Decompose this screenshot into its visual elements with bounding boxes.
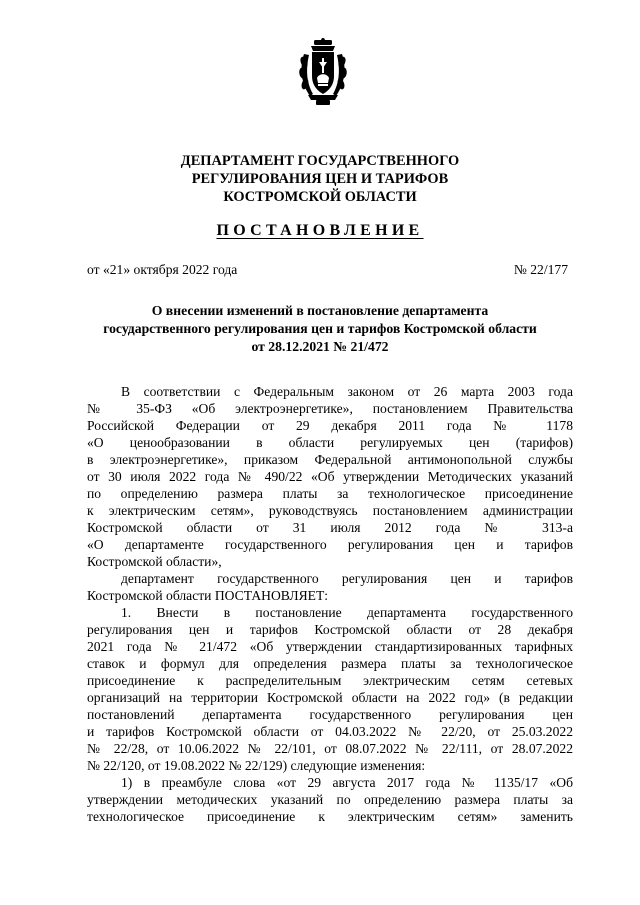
body-line: в электроэнергетике», приказом Федеральной антимонопольной службы bbox=[87, 452, 573, 467]
body-line: № 22/28, от 10.06.2022 № 22/101, от 08.07.2022 № 22/111, от 28.07.2022 bbox=[87, 741, 573, 756]
department-name-line-2: РЕГУЛИРОВАНИЯ ЦЕН И ТАРИФОВ bbox=[191, 171, 449, 187]
body-line: присоединение к распределительным электрическим сетям сетевых bbox=[87, 673, 573, 688]
document-number: № 22/177 bbox=[513, 262, 568, 277]
body-line: Костромской области ПОСТАНОВЛЯЕТ: bbox=[87, 588, 329, 603]
body-line: Российской Федерации от 29 декабря 2011 года № 1178 bbox=[87, 418, 573, 433]
body-line: 1) в преамбуле слова «от 29 августа 2017 года № 1135/17 «Об bbox=[121, 775, 573, 790]
department-name-line-1: ДЕПАРТАМЕНТ ГОСУДАРСТВЕННОГО bbox=[180, 153, 460, 169]
body-line: № 22/120, от 19.08.2022 № 22/129) следующие изменения: bbox=[87, 758, 426, 773]
body-line: В соответствии с Федеральным законом от 26 марта 2003 года bbox=[121, 384, 573, 399]
department-name-line-3: КОСТРОМСКОЙ ОБЛАСТИ bbox=[223, 189, 417, 205]
body-line: 2021 года № 21/472 «Об утверждении стандартизированных тарифных bbox=[87, 639, 573, 654]
document-title-line-2: государственного регулирования цен и тарифов Костромской области bbox=[103, 321, 537, 336]
body-line: утверждении методических указаний по определению размера платы за bbox=[87, 792, 573, 807]
body-line: регулирования цен и тарифов Костромской области от 28 декабря bbox=[87, 622, 573, 637]
act-type-heading bbox=[0, 222, 640, 240]
body-line: Костромской области от 31 июля 2012 года № 313-а bbox=[87, 520, 573, 535]
body-line: от 30 июля 2022 года № 490/22 «Об утверждении Методических указаний bbox=[87, 469, 573, 484]
body-line: к электрическим сетям», руководствуясь постановлением администрации bbox=[87, 503, 573, 518]
body-line: постановлений департамента государственного регулирования цен bbox=[87, 707, 573, 722]
body-line: технологическое присоединение к электрическим сетям» заменить bbox=[87, 809, 573, 824]
document-date: от «21» октября 2022 года bbox=[87, 262, 238, 277]
body-line: Костромской области», bbox=[87, 554, 222, 569]
body-line: по определению размера платы за технологическое присоединение bbox=[87, 486, 573, 501]
body-line: «О департаменте государственного регулирования цен и тарифов bbox=[87, 537, 573, 552]
body-line: организаций на территории Костромской области на 2022 год» (в редакции bbox=[87, 690, 573, 705]
body-line: и тарифов Костромской области от 04.03.2022 № 22/20, от 25.03.2022 bbox=[87, 724, 573, 739]
act-type-text: ПОСТАНОВЛЕНИЕ bbox=[216, 222, 424, 239]
document-title-line-3: от 28.12.2021 № 21/472 bbox=[251, 339, 389, 354]
document-title-line-1: О внесении изменений в постановление департамента bbox=[151, 303, 489, 318]
body-line: № 35-ФЗ «Об электроэнергетике», постановлением Правительства bbox=[87, 401, 573, 416]
body-line: ставок и формул для определения размера платы за технологическое bbox=[87, 656, 573, 671]
body-line: департамент государственного регулирования цен и тарифов bbox=[121, 571, 573, 586]
body-line: «О ценообразовании в области регулируемых цен (тарифов) bbox=[87, 435, 573, 450]
coat-of-arms-emblem bbox=[298, 38, 348, 106]
body-line: 1. Внести в постановление департамента государственного bbox=[121, 605, 573, 620]
